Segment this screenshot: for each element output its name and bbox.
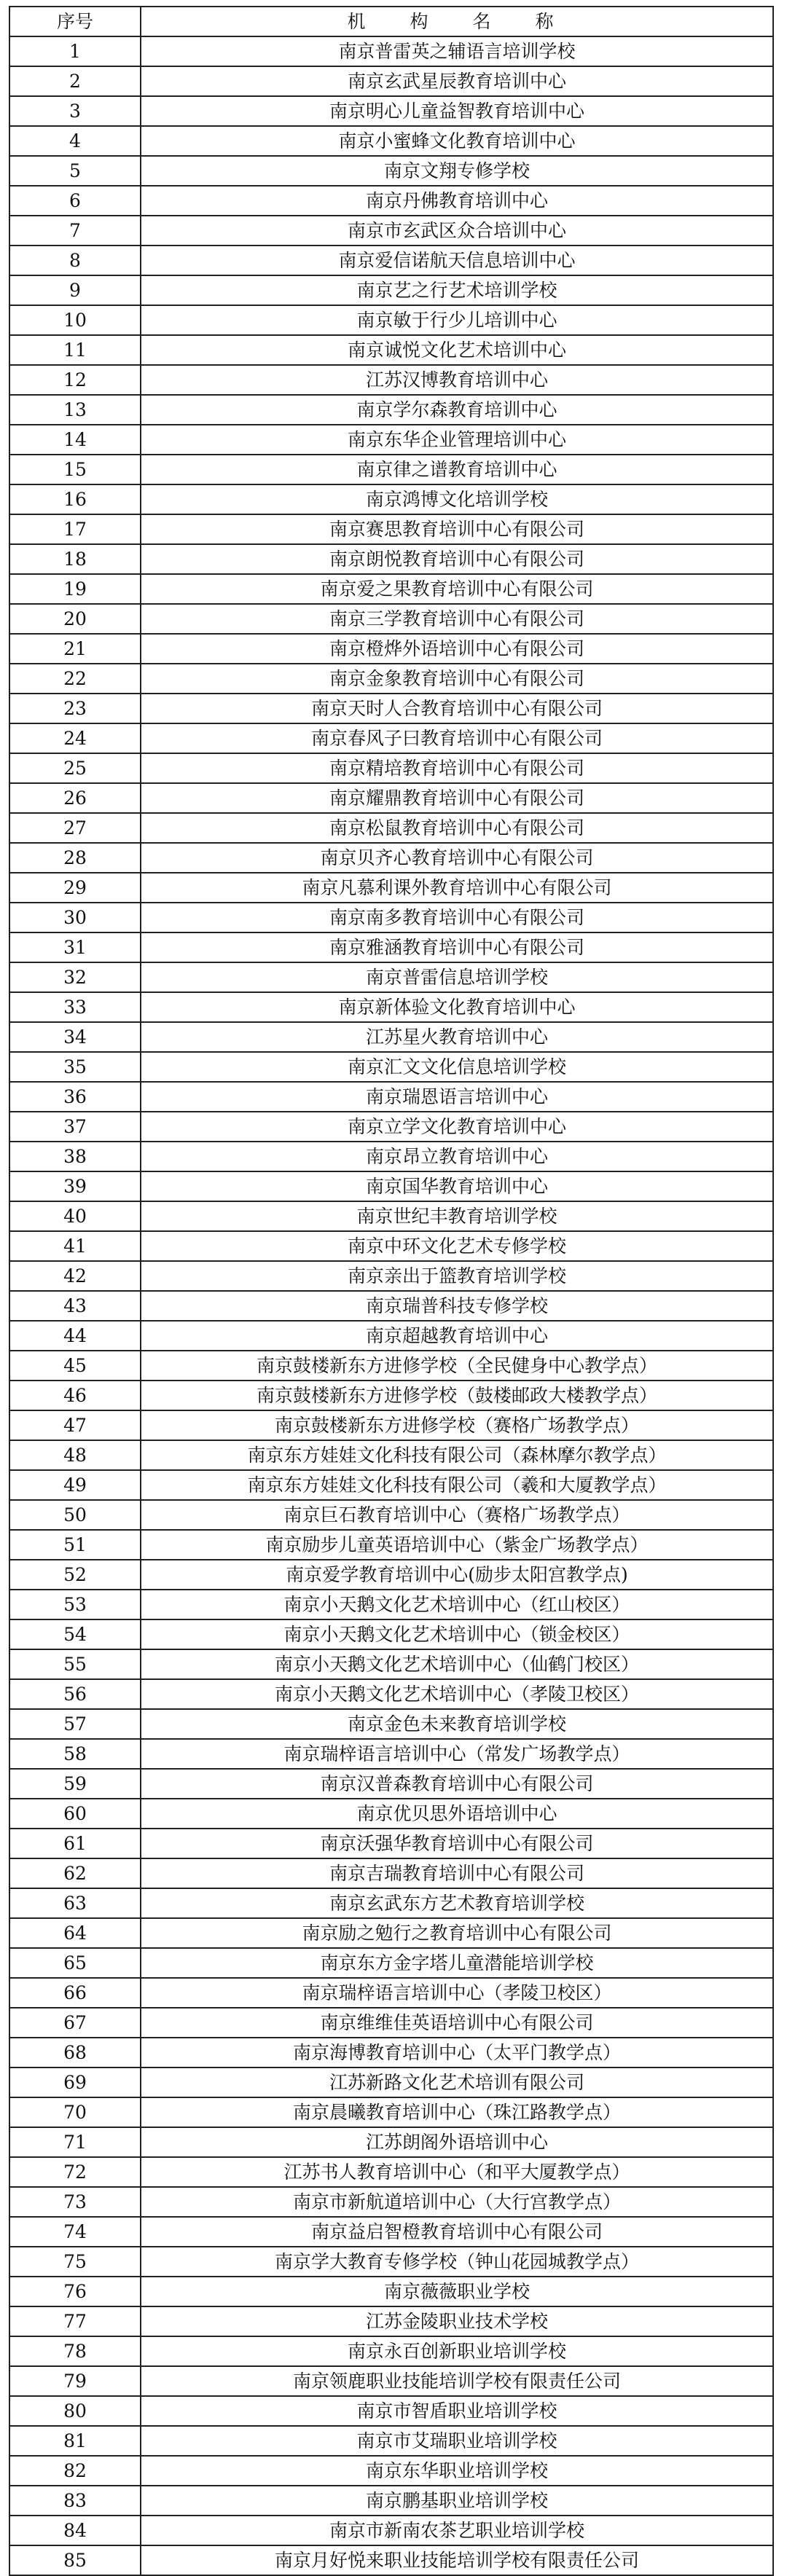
table-row bbox=[9, 275, 773, 305]
row-index: 35 bbox=[9, 1052, 141, 1082]
table-row bbox=[9, 514, 773, 544]
table-row bbox=[9, 1858, 773, 1888]
row-index: 12 bbox=[9, 365, 141, 395]
table-row bbox=[9, 2008, 773, 2038]
institution-name: 南京文翔专修学校 bbox=[141, 156, 773, 186]
row-index: 24 bbox=[9, 723, 141, 753]
table-body bbox=[9, 36, 773, 2575]
row-index: 53 bbox=[9, 1590, 141, 1619]
table-row bbox=[9, 2157, 773, 2187]
table-row bbox=[9, 2545, 773, 2575]
row-index: 21 bbox=[9, 634, 141, 664]
table-row bbox=[9, 1470, 773, 1500]
table-row bbox=[9, 36, 773, 66]
table-row bbox=[9, 1201, 773, 1231]
row-index: 22 bbox=[9, 664, 141, 694]
row-index: 8 bbox=[9, 246, 141, 275]
institution-name: 南京普雷英之辅语言培训学校 bbox=[141, 36, 773, 66]
header-index: 序号 bbox=[9, 7, 141, 36]
table-row bbox=[9, 992, 773, 1022]
table-row bbox=[9, 1619, 773, 1649]
row-index: 31 bbox=[9, 932, 141, 962]
institution-name: 南京学尔森教育培训中心 bbox=[141, 395, 773, 425]
table-row bbox=[9, 246, 773, 275]
institution-name: 南京金色未来教育培训学校 bbox=[141, 1709, 773, 1739]
institution-name: 南京优贝思外语培训中心 bbox=[141, 1799, 773, 1829]
institution-name: 南京世纪丰教育培训学校 bbox=[141, 1201, 773, 1231]
table-row bbox=[9, 1649, 773, 1679]
institution-name: 江苏汉博教育培训中心 bbox=[141, 365, 773, 395]
institution-name: 南京瑞梓语言培训中心（常发广场教学点） bbox=[141, 1739, 773, 1769]
institution-name: 南京市新南农茶艺职业培训学校 bbox=[141, 2516, 773, 2545]
institution-list bbox=[9, 6, 772, 2576]
row-index: 51 bbox=[9, 1530, 141, 1560]
institution-name: 南京东华职业培训学校 bbox=[141, 2456, 773, 2486]
institution-name: 南京春风子曰教育培训中心有限公司 bbox=[141, 723, 773, 753]
table-row bbox=[9, 126, 773, 156]
institution-name: 南京海博教育培训中心（太平门教学点） bbox=[141, 2038, 773, 2068]
table-row bbox=[9, 216, 773, 246]
row-index: 34 bbox=[9, 1022, 141, 1052]
row-index: 67 bbox=[9, 2008, 141, 2038]
institution-name: 南京小天鹅文化艺术培训中心（锁金校区） bbox=[141, 1619, 773, 1649]
institution-name: 南京爱学教育培训中心(励步太阳宫教学点) bbox=[141, 1560, 773, 1590]
table-row bbox=[9, 66, 773, 96]
table-row bbox=[9, 1500, 773, 1530]
table-row bbox=[9, 1918, 773, 1948]
table-header-row bbox=[9, 7, 773, 36]
table-row bbox=[9, 1709, 773, 1739]
row-index: 41 bbox=[9, 1231, 141, 1261]
institution-name: 南京超越教育培训中心 bbox=[141, 1321, 773, 1351]
row-index: 45 bbox=[9, 1351, 141, 1381]
table-row bbox=[9, 1351, 773, 1381]
institution-name: 南京艺之行艺术培训学校 bbox=[141, 275, 773, 305]
institution-name: 南京雅涵教育培训中心有限公司 bbox=[141, 932, 773, 962]
row-index: 79 bbox=[9, 2366, 141, 2396]
table-row bbox=[9, 1410, 773, 1440]
table-row bbox=[9, 1590, 773, 1619]
table-row bbox=[9, 2426, 773, 2456]
institution-name: 南京律之谱教育培训中心 bbox=[141, 455, 773, 484]
row-index: 42 bbox=[9, 1261, 141, 1291]
institution-name: 南京爱之果教育培训中心有限公司 bbox=[141, 574, 773, 604]
row-index: 20 bbox=[9, 604, 141, 634]
institution-name: 江苏书人教育培训中心（和平大厦教学点） bbox=[141, 2157, 773, 2187]
table-row bbox=[9, 664, 773, 694]
row-index: 40 bbox=[9, 1201, 141, 1231]
row-index: 23 bbox=[9, 694, 141, 723]
row-index: 49 bbox=[9, 1470, 141, 1500]
institution-name: 南京天时人合教育培训中心有限公司 bbox=[141, 694, 773, 723]
table-row bbox=[9, 2038, 773, 2068]
row-index: 76 bbox=[9, 2277, 141, 2306]
row-index: 29 bbox=[9, 873, 141, 903]
table-row bbox=[9, 1530, 773, 1560]
institution-name: 南京耀鼎教育培训中心有限公司 bbox=[141, 783, 773, 813]
institution-name: 南京市智盾职业培训学校 bbox=[141, 2396, 773, 2426]
institution-name: 南京鹏基职业培训学校 bbox=[141, 2486, 773, 2516]
table-row bbox=[9, 1739, 773, 1769]
row-index: 32 bbox=[9, 962, 141, 992]
institution-name: 南京鼓楼新东方进修学校（全民健身中心教学点） bbox=[141, 1351, 773, 1381]
row-index: 27 bbox=[9, 813, 141, 843]
table-row bbox=[9, 2277, 773, 2306]
institution-name: 南京普雷信息培训学校 bbox=[141, 962, 773, 992]
row-index: 63 bbox=[9, 1888, 141, 1918]
institution-name: 南京薇薇职业学校 bbox=[141, 2277, 773, 2306]
row-index: 2 bbox=[9, 66, 141, 96]
row-index: 52 bbox=[9, 1560, 141, 1590]
institution-name: 南京汉普森教育培训中心有限公司 bbox=[141, 1769, 773, 1799]
institution-name: 南京巨石教育培训中心（赛格广场教学点） bbox=[141, 1500, 773, 1530]
row-index: 11 bbox=[9, 335, 141, 365]
institution-name: 南京小天鹅文化艺术培训中心（仙鹤门校区） bbox=[141, 1649, 773, 1679]
institution-name: 南京维维佳英语培训中心有限公司 bbox=[141, 2008, 773, 2038]
institution-name: 南京昂立教育培训中心 bbox=[141, 1142, 773, 1171]
row-index: 56 bbox=[9, 1679, 141, 1709]
row-index: 1 bbox=[9, 36, 141, 66]
row-index: 68 bbox=[9, 2038, 141, 2068]
table-row bbox=[9, 1022, 773, 1052]
institution-name: 南京凡慕利课外教育培训中心有限公司 bbox=[141, 873, 773, 903]
table-row bbox=[9, 1440, 773, 1470]
institution-name: 南京市玄武区众合培训中心 bbox=[141, 216, 773, 246]
row-index: 75 bbox=[9, 2247, 141, 2277]
table-row bbox=[9, 305, 773, 335]
table-row bbox=[9, 903, 773, 932]
institution-name: 南京市艾瑞职业培训学校 bbox=[141, 2426, 773, 2456]
institution-name: 江苏朗阁外语培训中心 bbox=[141, 2127, 773, 2157]
institution-name: 南京亲出于篮教育培训学校 bbox=[141, 1261, 773, 1291]
institution-name: 南京精培教育培训中心有限公司 bbox=[141, 753, 773, 783]
table-row bbox=[9, 2366, 773, 2396]
row-index: 33 bbox=[9, 992, 141, 1022]
row-index: 6 bbox=[9, 186, 141, 216]
institution-name: 南京松鼠教育培训中心有限公司 bbox=[141, 813, 773, 843]
table-row bbox=[9, 2187, 773, 2217]
table-row bbox=[9, 873, 773, 903]
institution-name: 江苏金陵职业技术学校 bbox=[141, 2306, 773, 2336]
institution-name: 南京玄武东方艺术教育培训学校 bbox=[141, 1888, 773, 1918]
institution-name: 南京中环文化艺术专修学校 bbox=[141, 1231, 773, 1261]
institution-name: 南京赛思教育培训中心有限公司 bbox=[141, 514, 773, 544]
institution-name: 南京国华教育培训中心 bbox=[141, 1171, 773, 1201]
row-index: 60 bbox=[9, 1799, 141, 1829]
institution-name: 南京永百创新职业培训学校 bbox=[141, 2336, 773, 2366]
row-index: 17 bbox=[9, 514, 141, 544]
institution-name: 南京新体验文化教育培训中心 bbox=[141, 992, 773, 1022]
row-index: 84 bbox=[9, 2516, 141, 2545]
table-row bbox=[9, 2127, 773, 2157]
institution-name: 江苏星火教育培训中心 bbox=[141, 1022, 773, 1052]
table-row bbox=[9, 1829, 773, 1858]
institution-name: 南京东方金字塔儿童潜能培训学校 bbox=[141, 1948, 773, 1978]
row-index: 16 bbox=[9, 484, 141, 514]
row-index: 62 bbox=[9, 1858, 141, 1888]
row-index: 3 bbox=[9, 96, 141, 126]
row-index: 44 bbox=[9, 1321, 141, 1351]
institution-name: 南京汇文文化信息培训学校 bbox=[141, 1052, 773, 1082]
table-row bbox=[9, 694, 773, 723]
row-index: 5 bbox=[9, 156, 141, 186]
table-row bbox=[9, 2456, 773, 2486]
institution-name: 南京市新航道培训中心（大行宫教学点） bbox=[141, 2187, 773, 2217]
institution-name: 南京领鹿职业技能培训学校有限责任公司 bbox=[141, 2366, 773, 2396]
row-index: 15 bbox=[9, 455, 141, 484]
row-index: 10 bbox=[9, 305, 141, 335]
row-index: 38 bbox=[9, 1142, 141, 1171]
institution-name: 南京玄武星辰教育培训中心 bbox=[141, 66, 773, 96]
institution-name: 南京明心儿童益智教育培训中心 bbox=[141, 96, 773, 126]
institution-name: 南京鼓楼新东方进修学校（赛格广场教学点） bbox=[141, 1410, 773, 1440]
institution-name: 南京东华企业管理培训中心 bbox=[141, 425, 773, 455]
table-row bbox=[9, 843, 773, 873]
table-row bbox=[9, 425, 773, 455]
table-row bbox=[9, 1321, 773, 1351]
institution-table bbox=[9, 6, 774, 2576]
header-name: 机 构 名 称 bbox=[141, 7, 773, 36]
table-row bbox=[9, 1560, 773, 1590]
institution-name: 南京立学文化教育培训中心 bbox=[141, 1112, 773, 1142]
table-row bbox=[9, 2306, 773, 2336]
institution-name: 南京小天鹅文化艺术培训中心（红山校区） bbox=[141, 1590, 773, 1619]
row-index: 30 bbox=[9, 903, 141, 932]
row-index: 73 bbox=[9, 2187, 141, 2217]
table-row bbox=[9, 2516, 773, 2545]
table-row bbox=[9, 1291, 773, 1321]
table-row bbox=[9, 1381, 773, 1410]
institution-name: 南京小天鹅文化艺术培训中心（孝陵卫校区） bbox=[141, 1679, 773, 1709]
table-row bbox=[9, 1978, 773, 2008]
row-index: 26 bbox=[9, 783, 141, 813]
institution-name: 南京瑞恩语言培训中心 bbox=[141, 1082, 773, 1112]
table-row bbox=[9, 365, 773, 395]
institution-name: 江苏新路文化艺术培训有限公司 bbox=[141, 2068, 773, 2097]
institution-name: 南京诚悦文化艺术培训中心 bbox=[141, 335, 773, 365]
table-row bbox=[9, 783, 773, 813]
institution-name: 南京东方娃娃文化科技有限公司（森林摩尔教学点） bbox=[141, 1440, 773, 1470]
institution-name: 南京月好悦来职业技能培训学校有限责任公司 bbox=[141, 2545, 773, 2575]
institution-name: 南京吉瑞教育培训中心有限公司 bbox=[141, 1858, 773, 1888]
table-row bbox=[9, 2068, 773, 2097]
row-index: 82 bbox=[9, 2456, 141, 2486]
institution-name: 南京小蜜蜂文化教育培训中心 bbox=[141, 126, 773, 156]
row-index: 46 bbox=[9, 1381, 141, 1410]
table-row bbox=[9, 335, 773, 365]
table-row bbox=[9, 2336, 773, 2366]
institution-name: 南京瑞普科技专修学校 bbox=[141, 1291, 773, 1321]
table-row bbox=[9, 1142, 773, 1171]
row-index: 19 bbox=[9, 574, 141, 604]
table-row bbox=[9, 1261, 773, 1291]
table-row bbox=[9, 1679, 773, 1709]
institution-name: 南京丹佛教育培训中心 bbox=[141, 186, 773, 216]
institution-name: 南京橙烨外语培训中心有限公司 bbox=[141, 634, 773, 664]
institution-name: 南京东方娃娃文化科技有限公司（羲和大厦教学点） bbox=[141, 1470, 773, 1500]
row-index: 47 bbox=[9, 1410, 141, 1440]
row-index: 58 bbox=[9, 1739, 141, 1769]
institution-name: 南京励步儿童英语培训中心（紫金广场教学点） bbox=[141, 1530, 773, 1560]
row-index: 74 bbox=[9, 2217, 141, 2247]
table-row bbox=[9, 484, 773, 514]
row-index: 80 bbox=[9, 2396, 141, 2426]
row-index: 48 bbox=[9, 1440, 141, 1470]
table-row bbox=[9, 156, 773, 186]
table-row bbox=[9, 1948, 773, 1978]
institution-name: 南京金象教育培训中心有限公司 bbox=[141, 664, 773, 694]
institution-name: 南京晨曦教育培训中心（珠江路教学点） bbox=[141, 2097, 773, 2127]
table-row bbox=[9, 1888, 773, 1918]
row-index: 70 bbox=[9, 2097, 141, 2127]
row-index: 28 bbox=[9, 843, 141, 873]
institution-name: 南京贝齐心教育培训中心有限公司 bbox=[141, 843, 773, 873]
row-index: 65 bbox=[9, 1948, 141, 1978]
table-row bbox=[9, 2097, 773, 2127]
institution-name: 南京敏于行少儿培训中心 bbox=[141, 305, 773, 335]
row-index: 72 bbox=[9, 2157, 141, 2187]
table-row bbox=[9, 1052, 773, 1082]
row-index: 66 bbox=[9, 1978, 141, 2008]
institution-name: 南京沃强华教育培训中心有限公司 bbox=[141, 1829, 773, 1858]
row-index: 13 bbox=[9, 395, 141, 425]
table-row bbox=[9, 1231, 773, 1261]
row-index: 9 bbox=[9, 275, 141, 305]
table-row bbox=[9, 2486, 773, 2516]
row-index: 18 bbox=[9, 544, 141, 574]
table-row bbox=[9, 1769, 773, 1799]
table-row bbox=[9, 544, 773, 574]
row-index: 14 bbox=[9, 425, 141, 455]
institution-name: 南京瑞梓语言培训中心（孝陵卫校区） bbox=[141, 1978, 773, 2008]
row-index: 78 bbox=[9, 2336, 141, 2366]
table-row bbox=[9, 753, 773, 783]
row-index: 64 bbox=[9, 1918, 141, 1948]
institution-name: 南京益启智橙教育培训中心有限公司 bbox=[141, 2217, 773, 2247]
row-index: 43 bbox=[9, 1291, 141, 1321]
row-index: 25 bbox=[9, 753, 141, 783]
institution-name: 南京南多教育培训中心有限公司 bbox=[141, 903, 773, 932]
row-index: 71 bbox=[9, 2127, 141, 2157]
row-index: 61 bbox=[9, 1829, 141, 1858]
table-row bbox=[9, 723, 773, 753]
row-index: 36 bbox=[9, 1082, 141, 1112]
table-row bbox=[9, 604, 773, 634]
table-row bbox=[9, 96, 773, 126]
table-row bbox=[9, 1082, 773, 1112]
table-row bbox=[9, 1799, 773, 1829]
row-index: 59 bbox=[9, 1769, 141, 1799]
row-index: 69 bbox=[9, 2068, 141, 2097]
table-row bbox=[9, 186, 773, 216]
institution-name: 南京三学教育培训中心有限公司 bbox=[141, 604, 773, 634]
row-index: 77 bbox=[9, 2306, 141, 2336]
row-index: 50 bbox=[9, 1500, 141, 1530]
row-index: 7 bbox=[9, 216, 141, 246]
table-row bbox=[9, 2247, 773, 2277]
row-index: 55 bbox=[9, 1649, 141, 1679]
table-row bbox=[9, 2396, 773, 2426]
table-row bbox=[9, 395, 773, 425]
row-index: 83 bbox=[9, 2486, 141, 2516]
row-index: 4 bbox=[9, 126, 141, 156]
institution-name: 南京鸿博文化培训学校 bbox=[141, 484, 773, 514]
institution-name: 南京学大教育专修学校（钟山花园城教学点） bbox=[141, 2247, 773, 2277]
row-index: 57 bbox=[9, 1709, 141, 1739]
table-row bbox=[9, 1112, 773, 1142]
row-index: 81 bbox=[9, 2426, 141, 2456]
row-index: 37 bbox=[9, 1112, 141, 1142]
row-index: 39 bbox=[9, 1171, 141, 1201]
row-index: 85 bbox=[9, 2545, 141, 2575]
table-row bbox=[9, 1171, 773, 1201]
institution-name: 南京励之勉行之教育培训中心有限公司 bbox=[141, 1918, 773, 1948]
row-index: 54 bbox=[9, 1619, 141, 1649]
table-row bbox=[9, 455, 773, 484]
table-row bbox=[9, 962, 773, 992]
table-row bbox=[9, 574, 773, 604]
institution-name: 南京朗悦教育培训中心有限公司 bbox=[141, 544, 773, 574]
table-row bbox=[9, 2217, 773, 2247]
table-row bbox=[9, 932, 773, 962]
table-row bbox=[9, 634, 773, 664]
table-row bbox=[9, 813, 773, 843]
institution-name: 南京爱信诺航天信息培训中心 bbox=[141, 246, 773, 275]
institution-name: 南京鼓楼新东方进修学校（鼓楼邮政大楼教学点） bbox=[141, 1381, 773, 1410]
